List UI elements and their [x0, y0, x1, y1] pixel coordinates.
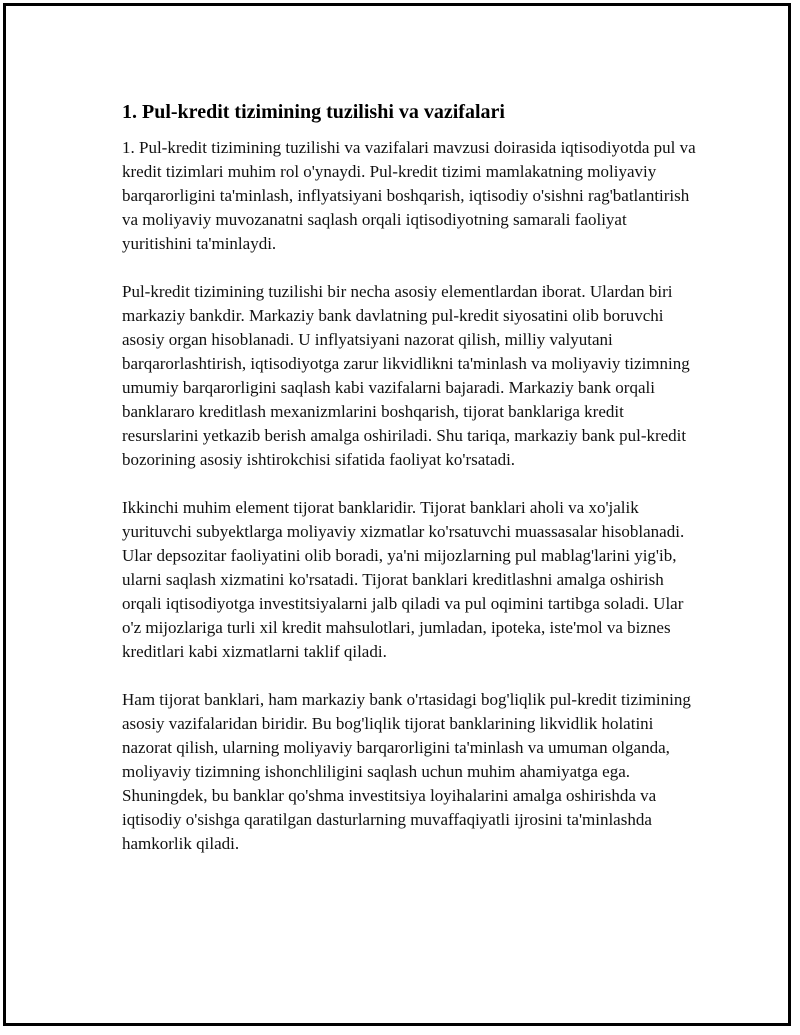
- document-body: [122, 98, 697, 880]
- section-title: 1. Pul-kredit tizimining tuzilishi va vazifalari: [122, 101, 505, 123]
- paragraph-3: Ikkinchi muhim element tijorat banklaridir. Tijorat banklari aholi va xo'jalik yurituvchi subyektlarga moliyaviy xizmatlar ko'rsatuvchi muassasalar hisoblanadi. Ular depsozitar faoliyatini olib boradi, ya'ni mijozlarning pul mablag'larini yig'ib, ularni saqlash xizmatini ko'rsatadi. Tijorat banklari kreditlashni amalga oshirish orqali iqtisodiyotga investitsiyalarni jalb qiladi va pul oqimini tartibga soladi. Ular o'z mijozlariga turli xil kredit mahsulotlari, jumladan, ipoteka, iste'mol va biznes kreditlari kabi xizmatlarni taklif qiladi.: [122, 498, 685, 661]
- paragraph-1: 1. Pul-kredit tizimining tuzilishi va vazifalari mavzusi doirasida iqtisodiyotda pul va kredit tizimlari muhim rol o'ynaydi. Pul-kredit tizimi mamlakatning moliyaviy barqarorligini ta'minlash, inflyatsiyani boshqarish, iqtisodiy o'sishni rag'batlantirish va moliyaviy muvozanatni saqlash orqali iqtisodiyotning samarali faoliyat yuritishini ta'minlaydi.: [122, 138, 696, 253]
- page-frame: [3, 3, 791, 1026]
- paragraph-2: Pul-kredit tizimining tuzilishi bir necha asosiy elementlardan iborat. Ulardan biri markaziy bankdir. Markaziy bank davlatning pul-kredit siyosatini olib boruvchi asosiy organ hisoblanadi. U inflyatsiyani nazorat qilish, milliy valyutani barqarorlashtirish, iqtisodiyotga zarur likvidlikni ta'minlash va moliyaviy tizimning umumiy barqarorligini saqlash kabi vazifalarni bajaradi. Markaziy bank orqali banklararo kreditlash mexanizmlarini boshqarish, tijorat banklariga kredit resurslarini yetkazib berish amalga oshiriladi. Shu tariqa, markaziy bank pul-kredit bozorining asosiy ishtirokchisi sifatida faoliyat ko'rsatadi.: [122, 282, 690, 469]
- paragraph-4: Ham tijorat banklari, ham markaziy bank o'rtasidagi bog'liqlik pul-kredit tizimining asosiy vazifalaridan biridir. Bu bog'liqlik tijorat banklarining likvidlik holatini nazorat qilish, ularning moliyaviy barqarorligini ta'minlash va umuman olganda, moliyaviy tizimning ishonchliligini saqlash uchun muhim ahamiyatga ega. Shuningdek, bu banklar qo'shma investitsiya loyihalarini amalga oshirishda va iqtisodiy o'sishga qaratilgan dasturlarning muvaffaqiyatli ijrosini ta'minlashda hamkorlik qiladi.: [122, 690, 691, 853]
